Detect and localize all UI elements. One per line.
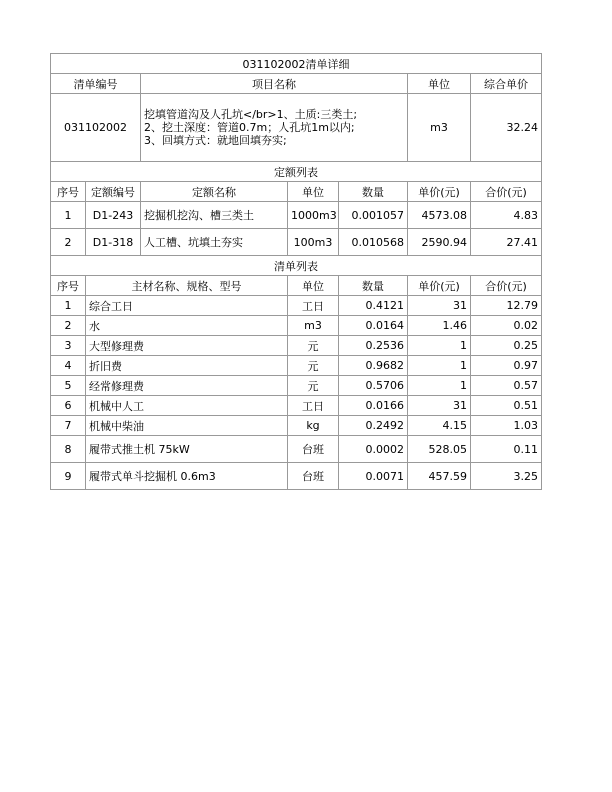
quota-unit: 1000m3 xyxy=(288,202,339,229)
material-unit: 台班 xyxy=(288,436,339,463)
table-row xyxy=(51,296,542,316)
material-price: 4.15 xyxy=(408,416,471,436)
material-qty: 0.0166 xyxy=(339,396,408,416)
material-unit: m3 xyxy=(288,316,339,336)
quota-header-name: 定额名称 xyxy=(141,182,288,202)
table-row xyxy=(51,376,542,396)
material-name: 履带式单斗挖掘机 0.6m3 xyxy=(86,463,288,490)
table-title: 031102002清单详细 xyxy=(51,54,542,74)
material-total: 0.97 xyxy=(471,356,542,376)
quota-price: 2590.94 xyxy=(408,229,471,256)
material-qty: 0.9682 xyxy=(339,356,408,376)
material-unit: kg xyxy=(288,416,339,436)
material-unit: 元 xyxy=(288,376,339,396)
material-seq: 8 xyxy=(51,436,86,463)
quota-header-seq: 序号 xyxy=(51,182,86,202)
material-seq: 1 xyxy=(51,296,86,316)
item-row xyxy=(51,94,542,162)
material-total: 0.11 xyxy=(471,436,542,463)
material-unit: 元 xyxy=(288,356,339,376)
material-name: 水 xyxy=(86,316,288,336)
material-header-qty: 数量 xyxy=(339,276,408,296)
material-seq: 7 xyxy=(51,416,86,436)
quota-qty: 0.001057 xyxy=(339,202,408,229)
material-total: 3.25 xyxy=(471,463,542,490)
quota-header-total: 合价(元) xyxy=(471,182,542,202)
material-qty: 0.2492 xyxy=(339,416,408,436)
material-price: 1 xyxy=(408,376,471,396)
quota-header-row xyxy=(51,182,542,202)
material-seq: 9 xyxy=(51,463,86,490)
header-item-name: 项目名称 xyxy=(141,74,408,94)
material-total: 1.03 xyxy=(471,416,542,436)
material-unit: 元 xyxy=(288,336,339,356)
material-seq: 5 xyxy=(51,376,86,396)
material-qty: 0.5706 xyxy=(339,376,408,396)
material-qty: 0.2536 xyxy=(339,336,408,356)
material-price: 1 xyxy=(408,356,471,376)
material-header-name: 主材名称、规格、型号 xyxy=(86,276,288,296)
header-item-unit-price: 综合单价 xyxy=(471,74,542,94)
material-seq: 4 xyxy=(51,356,86,376)
quota-seq: 1 xyxy=(51,202,86,229)
table-row xyxy=(51,463,542,490)
quota-name: 人工槽、坑填土夯实 xyxy=(141,229,288,256)
material-unit: 工日 xyxy=(288,396,339,416)
material-header-row xyxy=(51,276,542,296)
quota-name: 挖掘机挖沟、槽三类土 xyxy=(141,202,288,229)
quota-qty: 0.010568 xyxy=(339,229,408,256)
material-price: 457.59 xyxy=(408,463,471,490)
material-qty: 0.0164 xyxy=(339,316,408,336)
item-desc-line: 挖填管道沟及人孔坑</br>1、土质:三类土; xyxy=(144,108,358,121)
material-total: 12.79 xyxy=(471,296,542,316)
material-price: 31 xyxy=(408,296,471,316)
material-name: 经常修理费 xyxy=(86,376,288,396)
material-header-price: 单价(元) xyxy=(408,276,471,296)
header-item-unit: 单位 xyxy=(408,74,471,94)
item-unit-price: 32.24 xyxy=(471,94,542,162)
material-price: 528.05 xyxy=(408,436,471,463)
item-description xyxy=(141,94,408,162)
material-section-title: 清单列表 xyxy=(51,256,542,276)
material-header-total: 合价(元) xyxy=(471,276,542,296)
material-seq: 3 xyxy=(51,336,86,356)
bill-detail-table xyxy=(50,53,542,490)
material-header-seq: 序号 xyxy=(51,276,86,296)
quota-seq: 2 xyxy=(51,229,86,256)
material-unit: 工日 xyxy=(288,296,339,316)
material-name: 履带式推土机 75kW xyxy=(86,436,288,463)
item-unit: m3 xyxy=(408,94,471,162)
material-total: 0.57 xyxy=(471,376,542,396)
table-row xyxy=(51,336,542,356)
material-name: 综合工日 xyxy=(86,296,288,316)
material-qty: 0.0002 xyxy=(339,436,408,463)
material-seq: 6 xyxy=(51,396,86,416)
material-name: 大型修理费 xyxy=(86,336,288,356)
material-total: 0.25 xyxy=(471,336,542,356)
material-seq: 2 xyxy=(51,316,86,336)
quota-price: 4573.08 xyxy=(408,202,471,229)
material-price: 1.46 xyxy=(408,316,471,336)
table-row xyxy=(51,396,542,416)
table-row xyxy=(51,416,542,436)
quota-code: D1-243 xyxy=(86,202,141,229)
material-name: 折旧费 xyxy=(86,356,288,376)
material-unit: 台班 xyxy=(288,463,339,490)
material-total: 0.02 xyxy=(471,316,542,336)
material-header-unit: 单位 xyxy=(288,276,339,296)
quota-header-qty: 数量 xyxy=(339,182,408,202)
quota-header-unit: 单位 xyxy=(288,182,339,202)
table-row xyxy=(51,229,542,256)
material-name: 机械中柴油 xyxy=(86,416,288,436)
material-price: 31 xyxy=(408,396,471,416)
item-header-row xyxy=(51,74,542,94)
material-qty: 0.4121 xyxy=(339,296,408,316)
item-desc-line: 3、回填方式：就地回填夯实; xyxy=(144,134,287,147)
item-desc-line: 2、挖土深度：管道0.7m；人孔坑1m以内; xyxy=(144,121,355,134)
table-row xyxy=(51,356,542,376)
material-qty: 0.0071 xyxy=(339,463,408,490)
quota-total: 27.41 xyxy=(471,229,542,256)
table-row xyxy=(51,316,542,336)
quota-header-price: 单价(元) xyxy=(408,182,471,202)
table-row xyxy=(51,436,542,463)
quota-header-code: 定额编号 xyxy=(86,182,141,202)
table-row xyxy=(51,202,542,229)
quota-total: 4.83 xyxy=(471,202,542,229)
quota-code: D1-318 xyxy=(86,229,141,256)
material-price: 1 xyxy=(408,336,471,356)
quota-section-title: 定额列表 xyxy=(51,162,542,182)
header-item-code: 清单编号 xyxy=(51,74,141,94)
material-name: 机械中人工 xyxy=(86,396,288,416)
quota-unit: 100m3 xyxy=(288,229,339,256)
item-code: 031102002 xyxy=(51,94,141,162)
material-total: 0.51 xyxy=(471,396,542,416)
